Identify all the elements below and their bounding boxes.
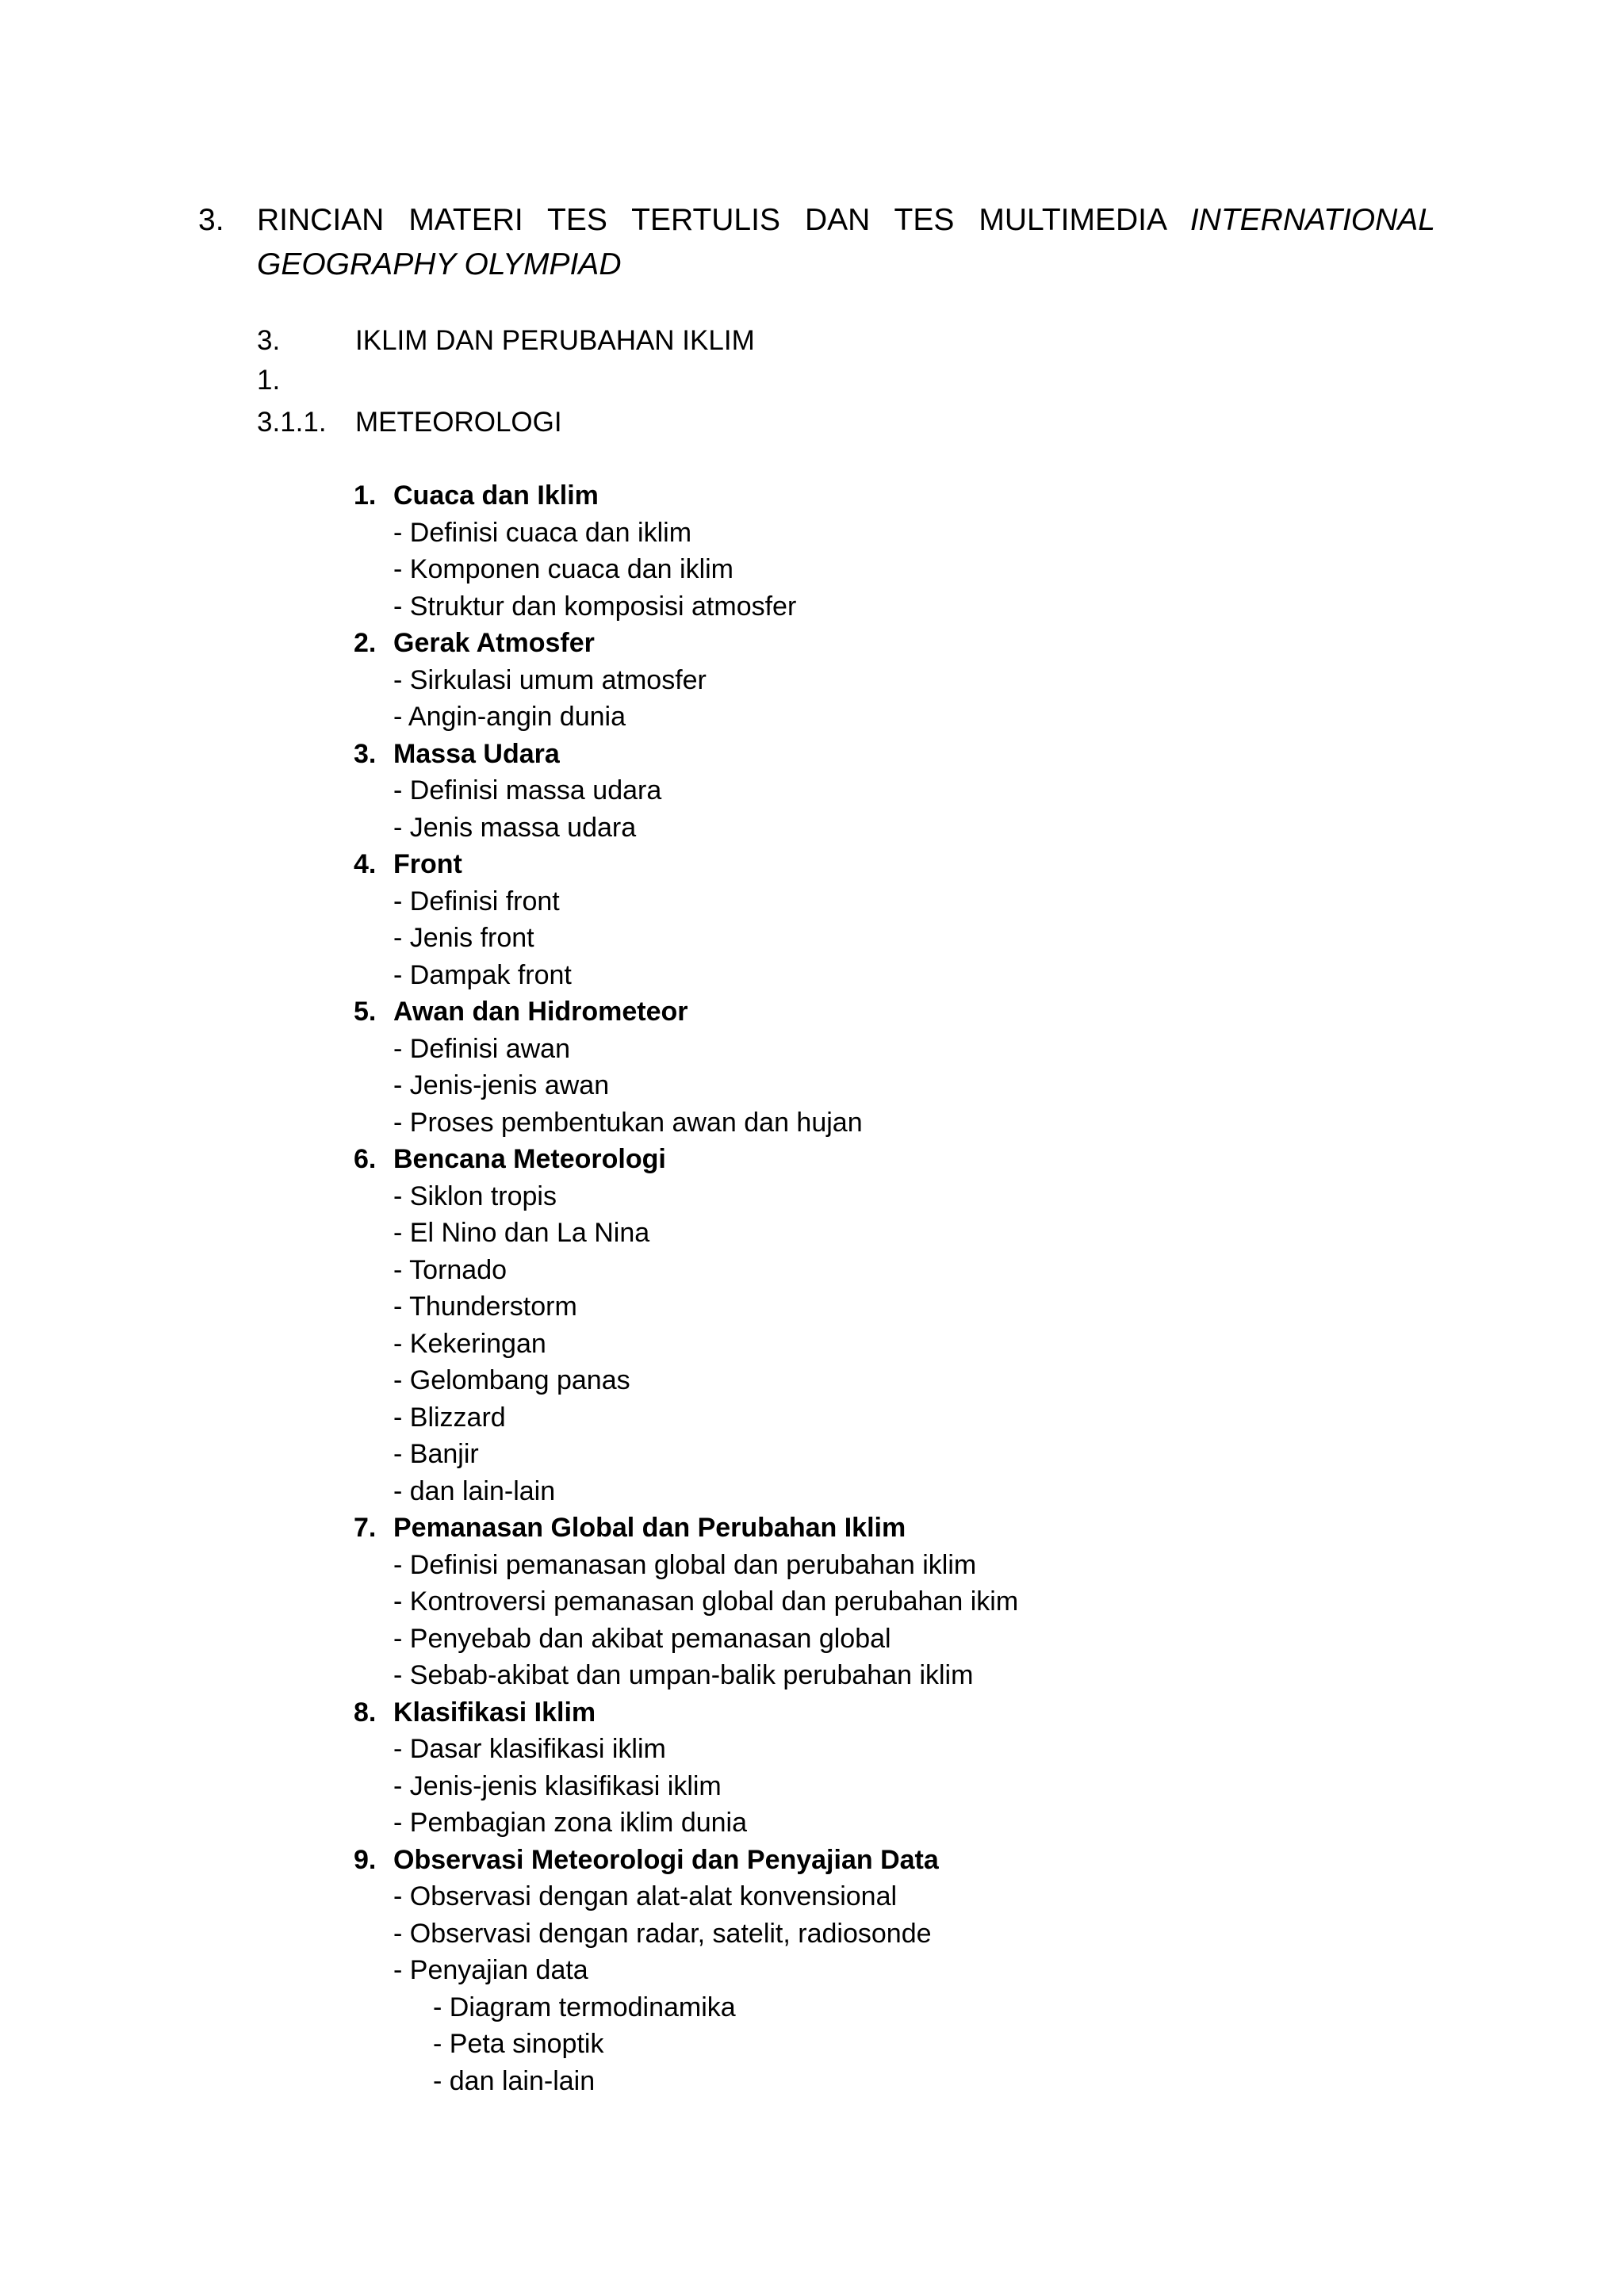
topic-item: - Definisi cuaca dan iklim — [393, 517, 692, 548]
topic-number: 3. — [354, 738, 377, 769]
topic-item: - Blizzard — [393, 1402, 506, 1433]
topic-number: 6. — [354, 1144, 377, 1174]
topic — [354, 625, 1018, 736]
topic-subitem: - dan lain-lain — [433, 2065, 596, 2096]
topic-item: - Definisi pemanasan global dan perubahan iklim — [393, 1549, 977, 1580]
topic-title — [354, 993, 1018, 1031]
topic-number: 5. — [354, 997, 377, 1027]
topic-number: 7. — [354, 1513, 377, 1543]
topic-item: - El Nino dan La Nina — [393, 1218, 650, 1248]
section-title-line1 — [257, 198, 1435, 243]
topic — [354, 1141, 1018, 1510]
topic-subitem: - Peta sinoptik — [433, 2029, 604, 2059]
topic-number: 8. — [354, 1697, 377, 1728]
topic — [354, 846, 1018, 993]
topic-title-text: Observasi Meteorologi dan Penyajian Data — [393, 1844, 939, 1875]
section-title-italic-1: INTERNATIONAL — [1189, 203, 1435, 237]
topic-title — [354, 846, 1018, 883]
topic-item: - Definisi front — [393, 886, 560, 916]
topic-item: - Kekeringan — [393, 1328, 546, 1359]
topic-subitem: - Diagram termodinamika — [433, 1992, 736, 2022]
topic-title-text: Pemanasan Global dan Perubahan Iklim — [393, 1513, 906, 1543]
topic-title-text: Front — [393, 849, 462, 879]
topic-title-text: Bencana Meteorologi — [393, 1144, 666, 1174]
topic-item: - dan lain-lain — [393, 1475, 556, 1506]
topic-item: - Jenis-jenis klasifikasi iklim — [393, 1770, 722, 1801]
topic — [354, 1842, 1018, 2100]
section-title-line2 — [257, 243, 1435, 287]
topic-item: - Penyajian data — [393, 1955, 588, 1985]
topic-list — [354, 477, 1018, 2099]
topic-item: - Observasi dengan alat-alat konvensional — [393, 1881, 898, 1911]
topic-item: - Tornado — [393, 1254, 508, 1285]
topic-item: - Struktur dan komposisi atmosfer — [393, 591, 797, 622]
topic-title — [354, 1141, 1018, 1178]
topic-item: - Penyebab dan akibat pemanasan global — [393, 1623, 891, 1654]
topic — [354, 1694, 1018, 1842]
topic-title-text: Gerak Atmosfer — [393, 628, 595, 658]
topic — [354, 1510, 1018, 1694]
topic-title — [354, 1694, 1018, 1732]
topic-item: - Gelombang panas — [393, 1365, 630, 1395]
topic-item: - Dasar klasifikasi iklim — [393, 1734, 666, 1764]
topic-title — [354, 1842, 1018, 1879]
topic-item: - Definisi massa udara — [393, 775, 662, 806]
subsection-label: IKLIM DAN PERUBAHAN IKLIM — [355, 325, 755, 356]
topic-item: - Jenis front — [393, 923, 534, 953]
topic-item: - Komponen cuaca dan iklim — [393, 554, 734, 584]
topic-title-text: Cuaca dan Iklim — [393, 480, 599, 511]
topic-item: - Kontroversi pemanasan global dan perubahan ikim — [393, 1586, 1019, 1617]
topic-item: - Thunderstorm — [393, 1292, 577, 1322]
subsection-number: 3. 1. — [257, 325, 281, 396]
topic-item: - Sirkulasi umum atmosfer — [393, 664, 707, 695]
subsubsection-number: 3.1.1. — [257, 407, 327, 438]
topic-number: 2. — [354, 628, 377, 658]
topic-item: - Proses pembentukan awan dan hujan — [393, 1107, 863, 1138]
section-title — [257, 198, 1435, 287]
topic-title-text: Klasifikasi Iklim — [393, 1697, 596, 1728]
topic-number: 4. — [354, 849, 377, 879]
topic-title — [354, 736, 1018, 773]
topic-title-text: Massa Udara — [393, 738, 560, 769]
section-title-italic-2: GEOGRAPHY OLYMPIAD — [257, 247, 622, 281]
topic-title — [354, 1510, 1018, 1547]
topic-item: - Dampak front — [393, 959, 572, 990]
topic-item: - Pembagian zona iklim dunia — [393, 1808, 748, 1838]
topic-number: 1. — [354, 480, 377, 511]
topic — [354, 736, 1018, 847]
topic — [354, 477, 1018, 625]
topic-title — [354, 477, 1018, 515]
topic-item: - Siklon tropis — [393, 1181, 557, 1211]
topic-item: - Angin-angin dunia — [393, 702, 626, 732]
topic-number: 9. — [354, 1844, 377, 1875]
section-title-text: RINCIAN MATERI TES TERTULIS DAN TES MULTIMEDIA — [257, 203, 1166, 237]
topic-title — [354, 625, 1018, 662]
subsubsection-label: METEOROLOGI — [355, 407, 562, 438]
topic-item: - Jenis-jenis awan — [393, 1070, 610, 1100]
topic — [354, 993, 1018, 1141]
section-number: 3. — [198, 203, 224, 237]
topic-item: - Sebab-akibat dan umpan-balik perubahan iklim — [393, 1660, 974, 1690]
topic-title-text: Awan dan Hidrometeor — [393, 997, 688, 1027]
topic-item: - Banjir — [393, 1439, 479, 1469]
topic-item: - Observasi dengan radar, satelit, radiosonde — [393, 1918, 932, 1949]
topic-item: - Jenis massa udara — [393, 812, 637, 843]
topic-item: - Definisi awan — [393, 1033, 570, 1064]
